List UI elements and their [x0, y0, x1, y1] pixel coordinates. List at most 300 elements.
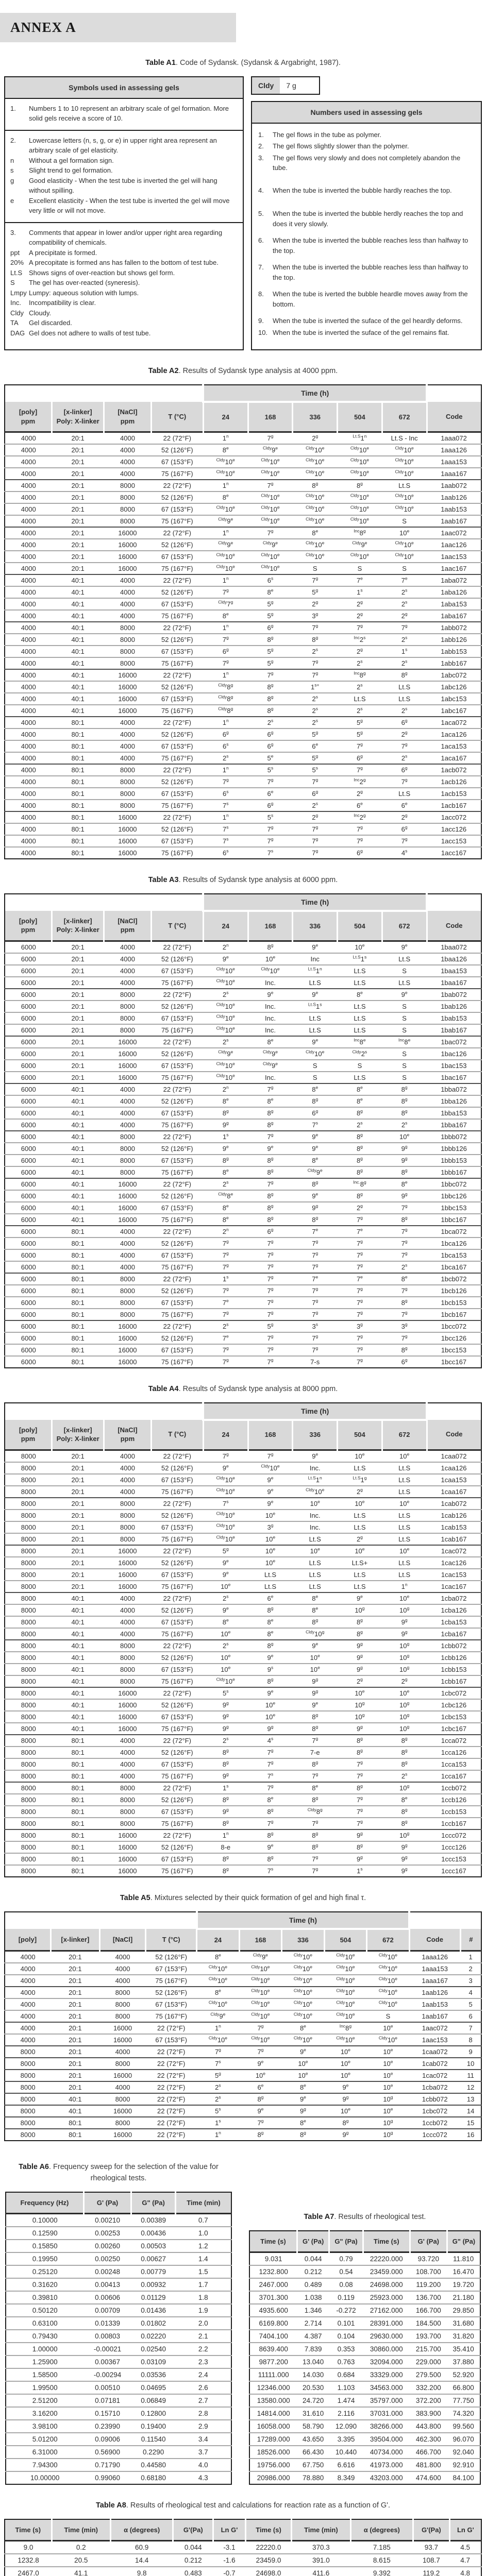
table-cell: Lt.S [264, 1570, 277, 1579]
table-cell: 2$^s$ [312, 694, 318, 703]
table-cell: 10.00000 [30, 2474, 60, 2482]
table-cell: 8000 [21, 1487, 36, 1496]
table-cell: 7$^g$ [222, 1286, 229, 1295]
table-a1-title [5, 58, 481, 69]
table-cell: 1cca153 [441, 1760, 467, 1768]
table-cell: $^{Cldy}$10e [216, 1025, 235, 1034]
table-cell: 20:1 [69, 2083, 82, 2092]
table-cell: 7$^s$ [312, 1120, 318, 1129]
table-cell: 8000 [21, 1511, 36, 1519]
table-cell: $^{Cldy}$10e [336, 1976, 355, 1985]
table-cell: 7$^g$ [312, 1771, 319, 1780]
table-cell: 22 (72°F) [163, 1831, 191, 1839]
table-cell: 8000 [21, 1570, 36, 1579]
table-cell: 1cbb072 [441, 1641, 467, 1650]
table-cell: 40:1 [71, 683, 85, 691]
column-header: G" (Pa) [131, 2192, 176, 2214]
table-cell: 2$^g$ [312, 433, 319, 443]
table-row [5, 847, 481, 859]
table-cell: 40:1 [71, 1689, 85, 1697]
cldy-value: 7 g [286, 81, 296, 90]
table-cell: 40:1 [71, 707, 85, 715]
column-header: Code [409, 1929, 460, 1951]
definition-text: Numbers 1 to 10 represent an arbitrary scale of gel formation. More solid gels receive a score of 10. [29, 104, 229, 123]
table-cell: 6000 [21, 943, 36, 951]
table-cell: Lt.S [354, 1511, 366, 1519]
table-cell: 7e [356, 575, 363, 585]
table-cell: 1cbc126 [441, 1701, 467, 1709]
table-a6-column [5, 2162, 232, 2485]
table-cell: 8e [267, 1037, 274, 1046]
table-row [249, 2420, 480, 2433]
table-cell: 8000 [120, 1275, 135, 1283]
table-row [6, 2355, 231, 2368]
symbols-box-header: Symbols used in assessing gels [5, 77, 243, 99]
table-cell: 22 (72°F) [163, 1085, 191, 1093]
table-cell: 4000 [21, 588, 36, 597]
table-cell: $^{Cldy}$10e [306, 1049, 325, 1058]
table-header [5, 1912, 481, 1951]
table-cell: 1bab126 [441, 1002, 467, 1010]
table-cell: $^{Inc}$8$^g$ [354, 670, 366, 680]
table-row [5, 2010, 481, 2022]
table-cell: 16000 [118, 1061, 137, 1070]
table-cell: $^{Cldy}$10e [208, 1964, 228, 1973]
table-row [5, 456, 481, 468]
table-row [5, 1285, 481, 1297]
table-cell: $^{Inc.}$8$^g$ [353, 1179, 366, 1188]
table-cell: 1bca072 [441, 1227, 467, 1235]
table-cell: 52 (126°F) [161, 1144, 193, 1153]
table-cell: 4000 [120, 1772, 135, 1780]
table-cell: 6000 [21, 1061, 36, 1070]
table-cell: 0.353 [337, 2345, 355, 2353]
numbers-item-text: When the tube is iverted the bubble heardle moves away from the bottom. [273, 290, 468, 308]
table-cell: 75 (167°F) [161, 659, 193, 668]
table-cell: 2$^s$ [223, 1594, 229, 1602]
table-cell: 9e [267, 1499, 274, 1507]
table-cell: $^{Cldy}$10e [216, 457, 235, 466]
table-cell: 4.8 [460, 2569, 470, 2576]
table-row [5, 1309, 481, 1320]
table-cell: 23459.000 [370, 2268, 403, 2276]
table-cell: 8000 [120, 1286, 135, 1295]
table-cell: 3.98100 [32, 2422, 58, 2431]
table-row [5, 1036, 481, 1048]
table-cell: 10e [383, 2082, 393, 2092]
table-cell: 7$^g$ [267, 1345, 274, 1354]
table-cell: 16000 [118, 1855, 137, 1863]
table-cell: 7e [356, 1227, 363, 1235]
table-cell: $^{Cldy}$8$^g$ [307, 1807, 323, 1816]
table-cell: 8$^g$ [356, 1144, 363, 1153]
table-cell: 4000 [120, 588, 135, 597]
table-cell: 9$^g$ [312, 1203, 319, 1212]
table-cell: 75 (167°F) [161, 470, 193, 478]
table-row [5, 788, 481, 800]
table-cell: 1cab126 [441, 1511, 467, 1519]
table-cell: 8000 [120, 802, 135, 810]
table-cell: 1abc167 [441, 707, 467, 715]
table-cell: 4000 [21, 482, 36, 490]
table-cell: 16000 [118, 814, 137, 822]
table-cell: 8$^g$ [401, 1759, 408, 1768]
table-cell: 1.038 [304, 2294, 322, 2302]
table-cell: 7$^g$ [356, 1262, 363, 1271]
table-header [5, 894, 481, 941]
table-cell: 10e [265, 1511, 276, 1519]
table-cell: 40:1 [71, 1665, 85, 1673]
table-cell: 52 (126°F) [161, 1843, 193, 1851]
table-cell: 6$^g$ [222, 647, 229, 656]
table-cell: $^{Cldy}$9e [262, 1061, 278, 1070]
table-cell: 74.320 [453, 2410, 474, 2418]
table-cell: 2$^s$ [223, 990, 229, 998]
table-cell: $^{Inc}$8e [398, 1037, 411, 1046]
table-cell: Lt.S [398, 482, 411, 490]
table-cell: 4000 [120, 1748, 135, 1756]
table-cell: 8e [312, 1594, 319, 1602]
table-cell: $^{Cldy}$10e [216, 504, 235, 514]
table-cell: 8000 [21, 1772, 36, 1780]
table-cell: 80:1 [71, 814, 85, 822]
table-cell: $^{Cldy}$10e [293, 1952, 313, 1961]
table-a5-title-text: . Mixtures selected by their quick formation of gel and high final τ. [150, 1893, 366, 1902]
table-cell: 67 (153°F) [161, 1476, 193, 1484]
table-cell: S [402, 967, 407, 975]
table-cell: $^{Cldy}$10e [395, 504, 414, 514]
table-row [249, 2355, 480, 2368]
table-cell: 7$^g$ [401, 1286, 408, 1295]
table-cell: 8$^g$ [401, 1748, 408, 1756]
column-header: Code [427, 402, 481, 432]
table-row [5, 432, 481, 445]
table-cell: 80:1 [71, 790, 85, 798]
table-cell: 40:1 [71, 1594, 85, 1602]
table-cell: 7$^g$ [257, 2118, 264, 2127]
table-cell: 3$^g$ [356, 1321, 363, 1330]
table-row [5, 1178, 481, 1190]
table-cell: 10e [221, 1653, 231, 1662]
table-cell: 9$^g$ [356, 1724, 363, 1733]
table-cell: 67 (153°F) [161, 790, 193, 798]
table-cell: 8000 [21, 1558, 36, 1567]
table-cell: 10e [310, 1499, 320, 1507]
table-cell: Lt.S [398, 1570, 411, 1579]
definition-key: TA [10, 319, 19, 327]
table-cell: 0.15710 [95, 2410, 120, 2418]
numbers-box-body [252, 124, 481, 350]
table-cell: 75 (167°F) [161, 517, 193, 526]
table-cell: $^{Lt.S}$1$^n$ [308, 1475, 322, 1484]
table-cell: 9$^g$ [342, 2130, 349, 2139]
table-cell: 0.00627 [141, 2255, 166, 2263]
table-cell: 1ccb072 [441, 1784, 467, 1792]
page-title: ANNEX A [10, 20, 76, 35]
table-cell: $^{Cldy}$9e [352, 540, 367, 549]
table-cell: $^{Cldy}$10e [306, 469, 325, 478]
table-cell: 22 (72°F) [163, 1275, 191, 1283]
table-cell: 41973.000 [370, 2461, 403, 2469]
table-cell: Lt.S [354, 1026, 366, 1034]
table-cell: 16000 [118, 1049, 137, 1058]
numbers-item-key: 1. [258, 130, 264, 139]
table-cell: $^{Cldy}$9e [262, 1049, 278, 1058]
table-cell: $^{Cldy}$10e [378, 2035, 398, 2044]
table-cell: 80:1 [71, 1227, 85, 1235]
table-cell: 5 [468, 2001, 473, 2009]
table-cell: 10e [265, 1558, 276, 1567]
table-cell: 5e [267, 753, 274, 762]
table-cell: 80:1 [71, 731, 85, 739]
table-cell: 4000 [20, 2012, 36, 2021]
table-row [5, 1190, 481, 1202]
definition-text: A precipitate is formed. [29, 248, 97, 257]
table-cell: $^{Cldy}$10e [378, 1952, 398, 1961]
definition-row [8, 288, 239, 298]
table-cell: 119.2 [423, 2569, 440, 2576]
column-header: Time (min) [52, 2519, 110, 2541]
column-header: Code [427, 911, 481, 941]
table-cell: 8e [267, 1096, 274, 1105]
table-cell: 2$^g$ [401, 812, 408, 822]
table-cell: $^{Cldy}$10e [336, 1988, 355, 1997]
definition-text: Incompatibility is clear. [29, 299, 96, 307]
table-cell: 8000 [120, 1132, 135, 1141]
table-cell: 75 (167°F) [161, 1819, 193, 1827]
table-cell: 4000 [120, 1464, 135, 1472]
table-cell: 1aab167 [441, 517, 467, 526]
table-cell: 4000 [120, 1085, 135, 1093]
table-cell: 1abc153 [441, 695, 467, 703]
table-row [249, 2459, 480, 2471]
table-cell: 8000 [120, 1535, 135, 1543]
definition-key: S [10, 279, 15, 287]
table-row [6, 2227, 231, 2240]
table-cell: 9e [257, 2059, 264, 2068]
table-cell: 10e [221, 1665, 231, 1673]
table-cell: 5$^g$ [267, 658, 274, 668]
table-cell: $^{Cldy}$10e [350, 445, 370, 454]
table-cell: 8$^g$ [267, 1831, 274, 1839]
table-cell: 9$^g$ [401, 1629, 408, 1638]
table-cell: 1$^n$ [222, 623, 229, 632]
table-cell: 8$^g$ [356, 1167, 363, 1176]
table-cell: 67 (153°F) [155, 2036, 187, 2044]
table-cell: 7$^g$ [312, 836, 319, 845]
table-cell: 7e [222, 1333, 229, 1342]
table-cell: 1caa167 [441, 1487, 467, 1496]
table-cell: 4000 [21, 671, 36, 680]
table-cell: $^{Cldy}$10e [208, 2035, 228, 2044]
table-cell: 1$^s$ [223, 1274, 229, 1283]
symbols-box [4, 76, 244, 351]
table-cell: 40:1 [71, 612, 85, 620]
table-cell: $^{Cldy}$10e [216, 1002, 235, 1010]
table-cell: 40:1 [71, 1641, 85, 1650]
numbers-item [256, 141, 476, 151]
symbols-box-body [5, 99, 243, 345]
table-row [5, 1818, 481, 1829]
table-cell: 8-e [221, 1843, 231, 1851]
table-row [5, 740, 481, 752]
table-cell: $^{Cldy}$10e [378, 1964, 398, 1973]
table-cell: 6$^g$ [267, 730, 274, 739]
annex-header-band [0, 13, 236, 42]
table-cell: 7$^g$ [222, 1262, 229, 1271]
table-cell: 9e [312, 1641, 319, 1650]
table-cell: 9$^g$ [401, 1854, 408, 1863]
table-cell: 10e [355, 1499, 365, 1507]
table-cell: 6000 [21, 1026, 36, 1034]
table-cell: 332.200 [415, 2384, 441, 2392]
table-header [249, 2231, 480, 2252]
table-cell: 1cab167 [441, 1535, 467, 1543]
table-cell: 8$^g$ [222, 1795, 229, 1804]
table-cell: 1abc072 [441, 671, 467, 680]
table-cell: 4000 [115, 1965, 130, 1973]
table-cell: 8$^g$ [356, 1191, 363, 1200]
table-cell: 75 (167°F) [161, 1073, 193, 1081]
table-cell: 9$^g$ [222, 1700, 229, 1709]
table-row [5, 1024, 481, 1036]
table-cell: 2$^g$ [401, 1676, 408, 1685]
table-cell: 96.070 [453, 2435, 474, 2444]
column-header: 24 [197, 1929, 240, 1951]
table-cell: 80:1 [71, 1346, 85, 1354]
table-cell: 9$^g$ [312, 1688, 319, 1697]
table-cell: 1bac072 [441, 1038, 467, 1046]
table-cell: 8000 [21, 1760, 36, 1768]
numbers-item-text: The gel flows slightly slower than the polymer. [273, 142, 409, 150]
table-cell: 7$^g$ [401, 1239, 408, 1247]
table-cell: 5$^g$ [356, 730, 363, 739]
table-cell: 0.68180 [141, 2474, 166, 2482]
table-cell: 16000 [118, 1192, 137, 1200]
table-cell: 10e [340, 2047, 351, 2056]
table-cell: 9.0 [23, 2544, 33, 2552]
table-cell: 67 (153°F) [161, 1855, 193, 1863]
table-cell: 0.02220 [141, 2332, 166, 2341]
table-cell: 0.01339 [95, 2319, 120, 2328]
table-cell: 1cba072 [422, 2083, 448, 2092]
table-cell: 4000 [21, 659, 36, 668]
table-cell: 40:1 [71, 1097, 85, 1105]
table-cell: 2$^g$ [312, 599, 319, 608]
numbers-item-text: When the tube is inverted the bubble reaches less than halfway to the top. [273, 236, 468, 255]
table-cell: 4000 [21, 814, 36, 822]
table-cell: $^{Cldy}$10e [261, 493, 280, 502]
table-cell: 1bbb167 [441, 1168, 467, 1176]
table-cell: 67 (153°F) [161, 1109, 193, 1117]
table-cell: 0.7 [198, 2216, 208, 2225]
column-header: Time (s) [245, 2519, 292, 2541]
table-cell: 8e [401, 1274, 408, 1283]
table-cell: 20:1 [71, 1002, 85, 1010]
table-cell: $^{Lt.S}$1$^n$ [353, 433, 367, 443]
table-cell: 20:1 [69, 2036, 82, 2044]
table-cell: 22 (72°F) [157, 2072, 186, 2080]
table-cell: 4000 [21, 553, 36, 561]
table-cell: 40:1 [69, 2095, 82, 2104]
table-cell: 7$^s$ [215, 2059, 221, 2068]
table-cell: 8000 [115, 2119, 130, 2127]
table-cell: 40:1 [71, 636, 85, 644]
table-cell: 2$^s$ [401, 658, 408, 668]
table-cell: 7$^g$ [267, 1274, 274, 1283]
table-cell: 40:1 [71, 577, 85, 585]
table-row [5, 1297, 481, 1309]
table-cell: 10e [355, 1546, 365, 1555]
table-cell: 22 (72°F) [157, 2107, 186, 2115]
table-cell: 4000 [21, 695, 36, 703]
table-cell: 9$^g$ [356, 1641, 363, 1650]
table-cell: 75 (167°F) [161, 802, 193, 810]
table-cell: 22 (72°F) [163, 814, 191, 822]
table-cell: 2$^g$ [356, 611, 363, 620]
table-cell: 8$^g$ [312, 1842, 319, 1851]
table-row [5, 1521, 481, 1533]
table-cell: 16000 [118, 1570, 137, 1579]
definition-row [8, 176, 239, 196]
table-cell: 1232.800 [259, 2268, 288, 2276]
table-cell: 8$^g$ [401, 670, 408, 680]
table-cell: 0.25120 [32, 2268, 58, 2276]
table-cell: 0.00367 [95, 2358, 120, 2366]
column-header: T (°C) [151, 1420, 203, 1450]
table-cell: 4000 [21, 790, 36, 798]
table-cell: 80:1 [71, 1251, 85, 1259]
table-cell: Lt.S [309, 1558, 321, 1567]
table-cell: 4000 [120, 1736, 135, 1744]
table-cell: Inc. [265, 978, 276, 987]
numbers-item [256, 235, 476, 256]
table-row [5, 468, 481, 480]
table-cell: 5$^s$ [267, 765, 274, 774]
table-cell: 80:1 [71, 1298, 85, 1307]
table-cell: $^{Cldy}$10e [395, 457, 414, 466]
table-cell: 8000 [120, 1511, 135, 1519]
table-cell: 93.720 [417, 2255, 439, 2263]
table-cell: 1cbb153 [441, 1665, 467, 1673]
table-cell: 8$^g$ [267, 694, 274, 703]
table-cell: 10$^g$ [399, 1700, 410, 1709]
table-cell: 16000 [118, 1547, 137, 1555]
table-cell: 80:1 [71, 1819, 85, 1827]
table-cell: 0.00606 [95, 2294, 120, 2302]
table-cell: Lt.S [354, 1014, 366, 1022]
table-cell: 80:1 [71, 1855, 85, 1863]
table-cell: 8$^g$ [401, 1084, 408, 1093]
table-cell: $^{Cldy}$10e [216, 978, 235, 987]
table-cell: 2$^s$ [223, 1736, 229, 1744]
table-cell: 10e [310, 1546, 320, 1555]
table-cell: 6000 [21, 967, 36, 975]
table-cell: 10$^g$ [355, 1605, 365, 1614]
table-cell: 1bcb126 [441, 1286, 467, 1295]
table-row [5, 705, 481, 717]
table-cell: 2$^s$ [215, 2094, 221, 2104]
table-row [5, 646, 481, 657]
table-cell: 1aaa167 [441, 470, 467, 478]
table-cell: 10e [340, 2059, 351, 2068]
table-cell: 22 (72°F) [163, 1594, 191, 1602]
table-cell: 8000 [20, 2131, 36, 2139]
table-cell: 6000 [21, 1227, 36, 1235]
table-cell: Lt.S [398, 1558, 411, 1567]
table-cell: 7$^g$ [356, 765, 363, 774]
table-cell: 8e [401, 1795, 408, 1804]
